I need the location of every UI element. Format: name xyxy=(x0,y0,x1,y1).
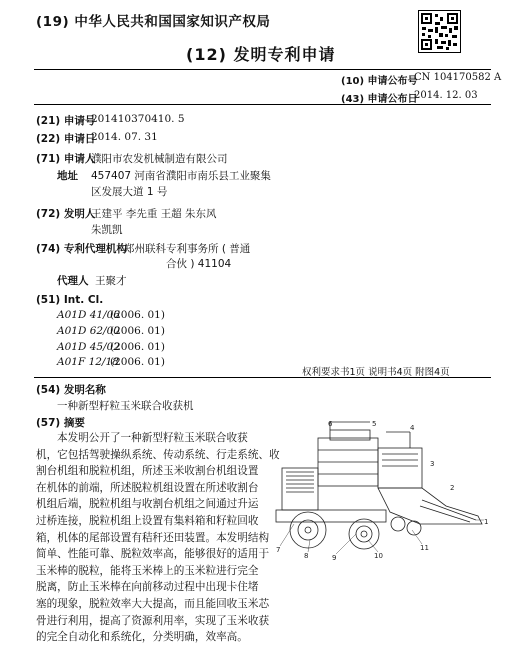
abstract-line: 机组后端，脱粒机组与收割台机组之间通过升运 xyxy=(36,498,259,511)
pub-no-value: CN 104170582 A xyxy=(414,72,502,83)
app-no-value: 201410370410. 5 xyxy=(91,113,185,125)
inventor-label: (72) 发明人 xyxy=(36,208,96,220)
header-rule xyxy=(34,69,491,70)
abstract-text xyxy=(36,430,280,646)
pub-date-label: (43) 申请公布日 xyxy=(341,94,418,105)
agent-label: 代理人 xyxy=(57,275,89,287)
ipc-label: (51) Int. Cl. xyxy=(36,294,104,306)
ipc-version: (2006. 01) xyxy=(110,325,165,337)
abstract-line: 脱离，防止玉米棒在向前移动过程中出现卡住堵 xyxy=(36,581,259,594)
ipc-version: (2006. 01) xyxy=(110,309,165,321)
abstract-line: 割台机组和脱粒机组，所述玉米收割台机组设置 xyxy=(36,465,259,478)
pages-info: 权利要求书1页 说明书4页 附图4页 xyxy=(302,367,450,378)
title-label: (54) 发明名称 xyxy=(36,384,106,396)
pub-rule xyxy=(34,104,491,105)
rear-wheel xyxy=(290,512,326,548)
abstract-line: 塞的现象，脱粒效率大大提高，而且能回收玉米芯 xyxy=(36,597,270,610)
agency-label: (74) 专利代理机构 xyxy=(36,243,127,255)
abstract-line: 在机体的前端，所述脱粒机组设置在所述收割台 xyxy=(36,481,259,494)
figure-label: 3 xyxy=(430,460,435,468)
abstract-line: 过桥连接，脱粒机组上设置有集料箱和籽粒回收 xyxy=(36,514,259,527)
abstract-line: 简单、性能可靠、脱粒效率高，能够很好的适用于 xyxy=(36,548,270,561)
ipc-version: (2006. 01) xyxy=(110,341,165,353)
address-line-1: 457407 河南省濮阳市南乐县工业聚集 xyxy=(91,170,271,182)
address-label: 地址 xyxy=(57,170,78,182)
agent-value: 王聚才 xyxy=(95,275,127,287)
office-name: (19) 中华人民共和国国家知识产权局 xyxy=(36,14,271,30)
agency-line-1: 郑州联科专利事务所 ( 普通 xyxy=(124,243,251,255)
abstract-line: 本发明公开了一种新型籽粒玉米联合收获 xyxy=(57,432,248,444)
figure-label: 6 xyxy=(328,420,333,428)
document-type: (12) 发明专利申请 xyxy=(186,45,336,64)
figure-label: 10 xyxy=(374,552,383,560)
figure-label: 5 xyxy=(372,420,377,428)
ipc-code: A01F 12/18 xyxy=(57,356,119,368)
address-line-2: 区发展大道 1 号 xyxy=(91,186,168,198)
abstract-line: 机，它包括驾驶操纵系统、传动系统、行走系统、收 xyxy=(36,448,280,461)
app-date-value: 2014. 07. 31 xyxy=(91,131,158,143)
figure-label: 8 xyxy=(304,552,309,560)
figure-label: 4 xyxy=(410,424,415,432)
inventor-line-2: 朱凯凯 xyxy=(91,224,123,236)
biblio-rule xyxy=(34,377,491,378)
pub-date-value: 2014. 12. 03 xyxy=(414,90,478,101)
abstract-line: 玉米棒的脱粒，能将玉米棒上的玉米粒进行完全 xyxy=(36,564,259,577)
front-wheel xyxy=(349,519,379,549)
harvester-drawing xyxy=(270,420,495,570)
cab xyxy=(282,468,318,510)
ipc-version: (2006. 01) xyxy=(110,356,165,368)
abstract-line: 的完全自动化和系统化，分类明确，效率高。 xyxy=(36,631,248,644)
abstract-line: 骨进行利用，提高了资源利用率，实现了玉米收获 xyxy=(36,614,270,627)
pub-no-label: (10) 申请公布号 xyxy=(341,76,418,87)
app-date-label: (22) 申请日 xyxy=(36,133,96,145)
figure-label: 2 xyxy=(450,484,455,492)
applicant-value: 濮阳市农发机械制造有限公司 xyxy=(91,153,228,165)
qr-code-icon xyxy=(418,10,461,53)
inventor-line-1: 王建平 李先重 王超 朱东风 xyxy=(91,208,217,220)
abstract-label: (57) 摘要 xyxy=(36,417,85,429)
invention-title: 一种新型籽粒玉米联合收获机 xyxy=(57,400,194,412)
figure-label: 7 xyxy=(276,546,281,554)
ipc-code: A01D 41/06 xyxy=(57,309,120,321)
abstract-line: 箱，机体的尾部设置有秸秆还田装置。本发明结构 xyxy=(36,531,270,544)
figure-label: 11 xyxy=(420,544,429,552)
ipc-code: A01D 62/00 xyxy=(57,325,120,337)
ipc-code: A01D 45/02 xyxy=(57,341,120,353)
applicant-label: (71) 申请人 xyxy=(36,153,96,165)
agency-line-2: 合伙 ) 41104 xyxy=(166,258,232,270)
figure-label: 9 xyxy=(332,554,337,562)
figure-label: 1 xyxy=(484,518,489,526)
app-no-label: (21) 申请号 xyxy=(36,115,96,127)
